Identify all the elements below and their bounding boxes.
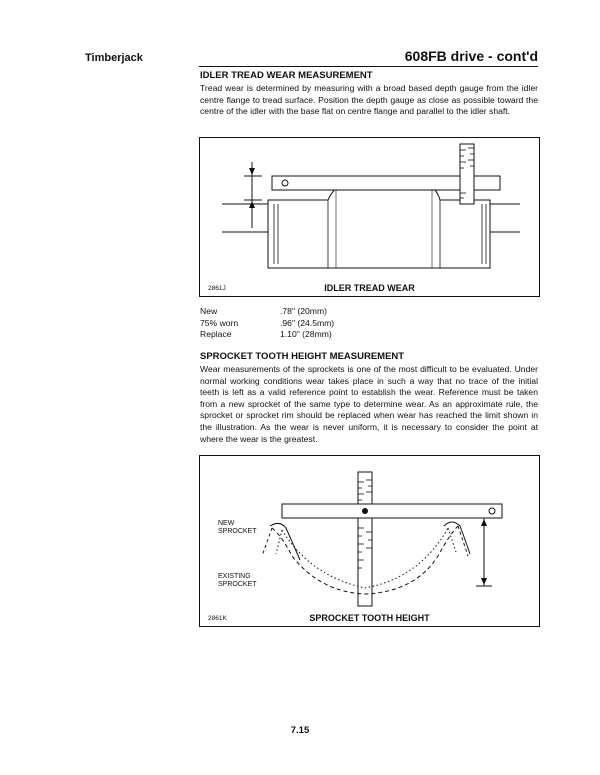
header-rule <box>199 66 538 67</box>
section-title: 608FB drive - cont'd <box>404 48 538 64</box>
spec-value: .78" (20mm) <box>280 306 327 316</box>
spec-row-new <box>200 306 334 318</box>
idler-figure <box>199 137 540 297</box>
sprocket-heading: SPROCKET TOOTH HEIGHT MEASUREMENT <box>200 351 405 362</box>
existing-sprocket-label <box>218 573 257 589</box>
spec-list <box>200 306 334 341</box>
sprocket-paragraph: Wear measurements of the sprockets is one of the most difficult to be evaluated. Under normal working conditions wear takes place in such a way that no trace of the initial teeth is left as a valid reference point to establish the wear. Reference must be taken from a new sprocket of the same type to determine wear. As an approximate rule, the sprocket or sprocket rim should be replaced when wear has reached the limit shown in the illustration. As the wear is never uniform, it is necessary to consider the point at where the wear is the greatest. <box>200 364 538 444</box>
new-sprocket-label <box>218 520 257 536</box>
sprocket-figure-caption: SPROCKET TOOTH HEIGHT <box>309 613 430 623</box>
idler-heading: IDLER TREAD WEAR MEASUREMENT <box>200 70 373 81</box>
spec-row-75-worn <box>200 318 334 330</box>
spec-row-replace <box>200 329 334 341</box>
brand-name: Timberjack <box>85 52 143 64</box>
page-number: 7.15 <box>290 725 310 736</box>
spec-label: New <box>200 306 218 316</box>
new-sprocket-label-line1: NEW <box>218 520 235 527</box>
existing-sprocket-label-line2: SPROCKET <box>218 581 257 588</box>
idler-drawing <box>200 138 539 296</box>
sprocket-figure-code: 2861K <box>208 615 227 622</box>
spec-value: .96" (24.5mm) <box>280 317 335 328</box>
new-sprocket-label-line2: SPROCKET <box>218 528 257 535</box>
spec-label: Replace <box>200 329 232 339</box>
spec-value: 1.10" (28mm) <box>280 329 332 339</box>
spec-label: 75% worn <box>200 317 239 328</box>
sprocket-figure <box>199 455 540 627</box>
idler-paragraph: Tread wear is determined by measuring with a broad based depth gauge from the idler centre flange to tread surface. Position the depth gauge as close as possible toward the centre of the idler with the base flat on centre flange and parallel to the idler shaft. <box>200 83 538 117</box>
sprocket-drawing <box>200 456 539 626</box>
existing-sprocket-label-line1: EXISTING <box>218 573 251 580</box>
idler-figure-code: 2861J <box>208 285 226 292</box>
idler-figure-caption: IDLER TREAD WEAR <box>324 283 415 293</box>
